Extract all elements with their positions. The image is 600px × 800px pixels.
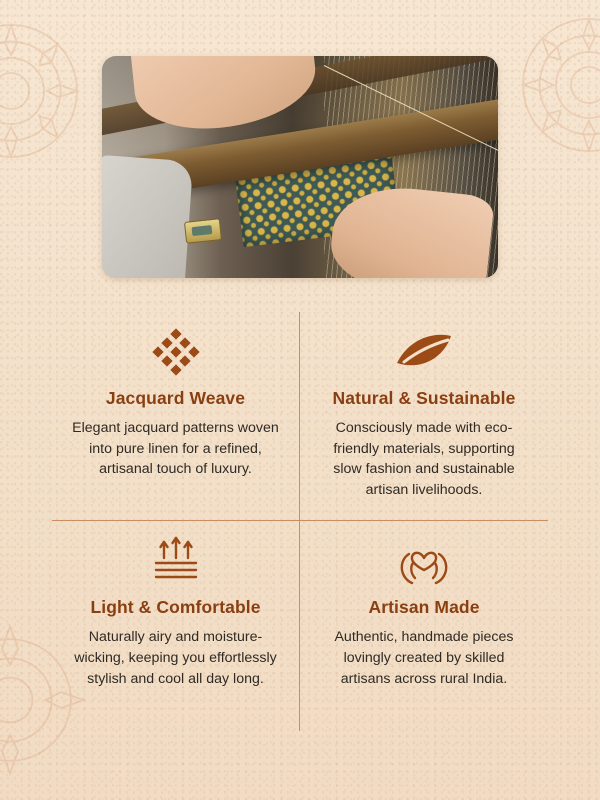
feature-description: Authentic, handmade pieces lovingly created by skilled artisans across rural India. xyxy=(334,629,514,687)
weaver-sleeve xyxy=(102,155,193,278)
handloom-weaving-photo xyxy=(102,56,498,278)
feature-description: Naturally airy and moisture-wicking, keeping you effortlessly stylish and cool all day long. xyxy=(74,629,277,687)
feature-title: Artisan Made xyxy=(368,597,480,618)
features-grid xyxy=(52,312,548,731)
feature-description: Elegant jacquard patterns woven into pure linen for a refined, artisanal touch of luxury. xyxy=(72,420,279,478)
mandala-ornament-icon xyxy=(0,16,86,166)
feature-natural-sustainable xyxy=(300,312,548,521)
feature-light-comfortable xyxy=(52,521,300,730)
mandala-ornament-icon xyxy=(514,10,600,160)
feature-jacquard-weave xyxy=(52,312,300,521)
loom-shuttle xyxy=(184,218,222,244)
hero-image xyxy=(102,56,498,278)
feature-artisan-made xyxy=(300,521,548,730)
feature-title: Natural & Sustainable xyxy=(332,388,516,408)
feature-title: Jacquard Weave xyxy=(105,388,246,408)
feature-title: Light & Comfortable xyxy=(90,597,261,618)
feature-description: Consciously made with eco-friendly materials, supporting slow fashion and sustainable artisan livelihoods. xyxy=(333,420,515,498)
hands-heart-icon xyxy=(316,535,532,587)
breathable-airflow-icon xyxy=(68,535,283,587)
jacquard-weave-icon xyxy=(68,326,283,378)
leaf-icon xyxy=(316,326,532,378)
